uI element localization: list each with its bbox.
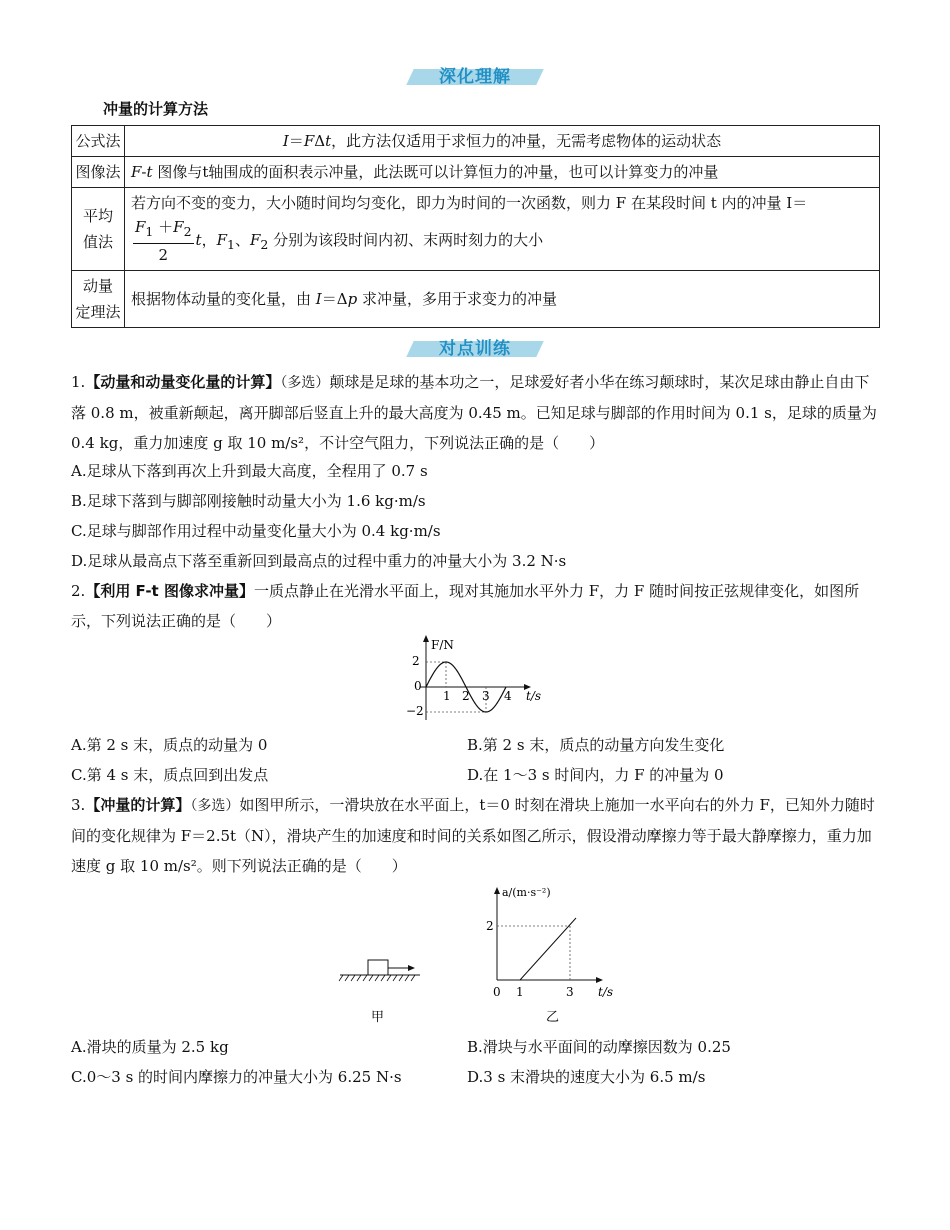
banner-title: 深化理解 — [439, 67, 511, 87]
x-tick-3: 3 — [482, 689, 490, 703]
acceleration-line — [520, 918, 576, 980]
question-1: 1.【动量和动量变化量的计算】（多选）颠球是足球的基本功之一，足球爱好者小华在练习颠球时，某次足球由静止自由下落 0.8 m，被重新颠起，离开脚部后竖直上升的最大高度为 0.45 m。已知足球与脚部的作用时间为 0.1 s，足球的质量为 0.4 kg，重力加速度 g 取 10 m/s²，不计空气阻力，下列说法正确的是（ ） — [71, 373, 877, 452]
figure-label-jia: 甲 — [371, 1010, 385, 1025]
row-label: 平均 值法 — [72, 188, 125, 271]
option-1a[interactable]: A.足球从下落到再次上升到最大高度，全程用了 0.7 s — [71, 462, 428, 480]
y-tick-neg2: −2 — [406, 704, 424, 718]
section-banner-deepen — [410, 64, 540, 90]
row-label: 公式法 — [72, 126, 125, 157]
block-diagram — [335, 955, 425, 1030]
option-2c[interactable]: C.第 4 s 末，质点回到出发点 — [71, 766, 269, 784]
force-time-graph — [400, 632, 560, 727]
option-1c[interactable]: C.足球与脚部作用过程中动量变化量大小为 0.4 kg·m/s — [71, 522, 441, 540]
x-tick-4: 4 — [504, 689, 512, 703]
option-3d[interactable]: D.3 s 末滑块的速度大小为 6.5 m/s — [467, 1068, 706, 1086]
option-2b[interactable]: B.第 2 s 末，质点的动量方向发生变化 — [467, 736, 725, 754]
row-content: I＝FΔt，此方法仅适用于求恒力的冲量，无需考虑物体的运动状态 — [125, 126, 880, 157]
x-tick-1: 1 — [516, 985, 524, 999]
x-axis-label: t/s — [598, 985, 614, 999]
option-3a[interactable]: A.滑块的质量为 2.5 kg — [71, 1038, 229, 1056]
x-tick-0: 0 — [493, 985, 501, 999]
option-1b[interactable]: B.足球下落到与脚部刚接触时动量大小为 1.6 kg·m/s — [71, 492, 426, 510]
y-axis-arrow — [423, 635, 429, 642]
option-1d[interactable]: D.足球从最高点下落至重新回到最高点的过程中重力的冲量大小为 3.2 N·s — [71, 552, 567, 570]
table-row — [72, 188, 880, 271]
option-3b[interactable]: B.滑块与水平面间的动摩擦因数为 0.25 — [467, 1038, 731, 1056]
y-tick-2: 2 — [486, 919, 494, 933]
section-heading: 冲量的计算方法 — [103, 100, 209, 118]
x-tick-1: 1 — [443, 689, 451, 703]
x-axis-arrow — [596, 977, 603, 983]
y-tick-0: 0 — [414, 679, 422, 693]
row-content: 根据物体动量的变化量，由 I＝Δp 求冲量，多用于求变力的冲量 — [125, 271, 880, 328]
x-tick-2: 2 — [462, 689, 470, 703]
table-row — [72, 271, 880, 328]
force-arrow-head — [408, 965, 415, 971]
row-label: 动量 定理法 — [72, 271, 125, 328]
question-2: 2.【利用 F-t 图像求冲量】一质点静止在光滑水平面上，现对其施加水平外力 F，力 F 随时间按正弦规律变化，如图所示，下列说法正确的是（ ） — [71, 582, 860, 630]
slider-block — [368, 960, 388, 975]
row-content: 若方向不变的变力，大小随时间均匀变化，即力为时间的一次函数，则力 F 在某段时间 t 内的冲量 I＝ $\frac{F_1 +F_2}{2}$ t，$F_1$、$F_2$ 分别为该段时间内初、末两时刻力的大小 — [125, 188, 880, 271]
table-row — [72, 126, 880, 157]
acceleration-time-graph — [480, 882, 630, 1030]
option-3c[interactable]: C.0～3 s 的时间内摩擦力的冲量大小为 6.25 N·s — [71, 1068, 402, 1086]
banner-title: 对点训练 — [439, 339, 511, 359]
x-tick-3: 3 — [566, 985, 574, 999]
table-row — [72, 157, 880, 188]
option-2d[interactable]: D.在 1～3 s 时间内，力 F 的冲量为 0 — [467, 766, 724, 784]
row-content: F-t 图像与t轴围成的面积表示冲量，此法既可以计算恒力的冲量，也可以计算变力的冲量 — [125, 157, 880, 188]
figure-label-yi: 乙 — [546, 1010, 560, 1025]
y-axis-label: F/N — [431, 638, 454, 652]
y-tick-2: 2 — [412, 654, 420, 668]
y-axis-arrow — [494, 887, 500, 894]
row-label: 图像法 — [72, 157, 125, 188]
question-3: 3.【冲量的计算】（多选）如图甲所示，一滑块放在水平面上，t＝0 时刻在滑块上施加一水平向右的外力 F，已知外力随时间的变化规律为 F＝2.5t（N），滑块产生的加速度和时间的关系如图乙所示，假设滑动摩擦力等于最大静摩擦力，重力加速度 g 取 10 m/s²。则下列说法正确的是（ ） — [71, 796, 875, 875]
x-axis-label: t/s — [526, 689, 542, 703]
methods-table — [71, 125, 880, 328]
option-2a[interactable]: A.第 2 s 末，质点的动量为 0 — [71, 736, 268, 754]
fraction: $\frac{F_1 +F_2}{2}$ — [135, 218, 192, 264]
y-axis-label: a/(m·s⁻²) — [502, 886, 551, 899]
section-banner-practice — [410, 336, 540, 362]
